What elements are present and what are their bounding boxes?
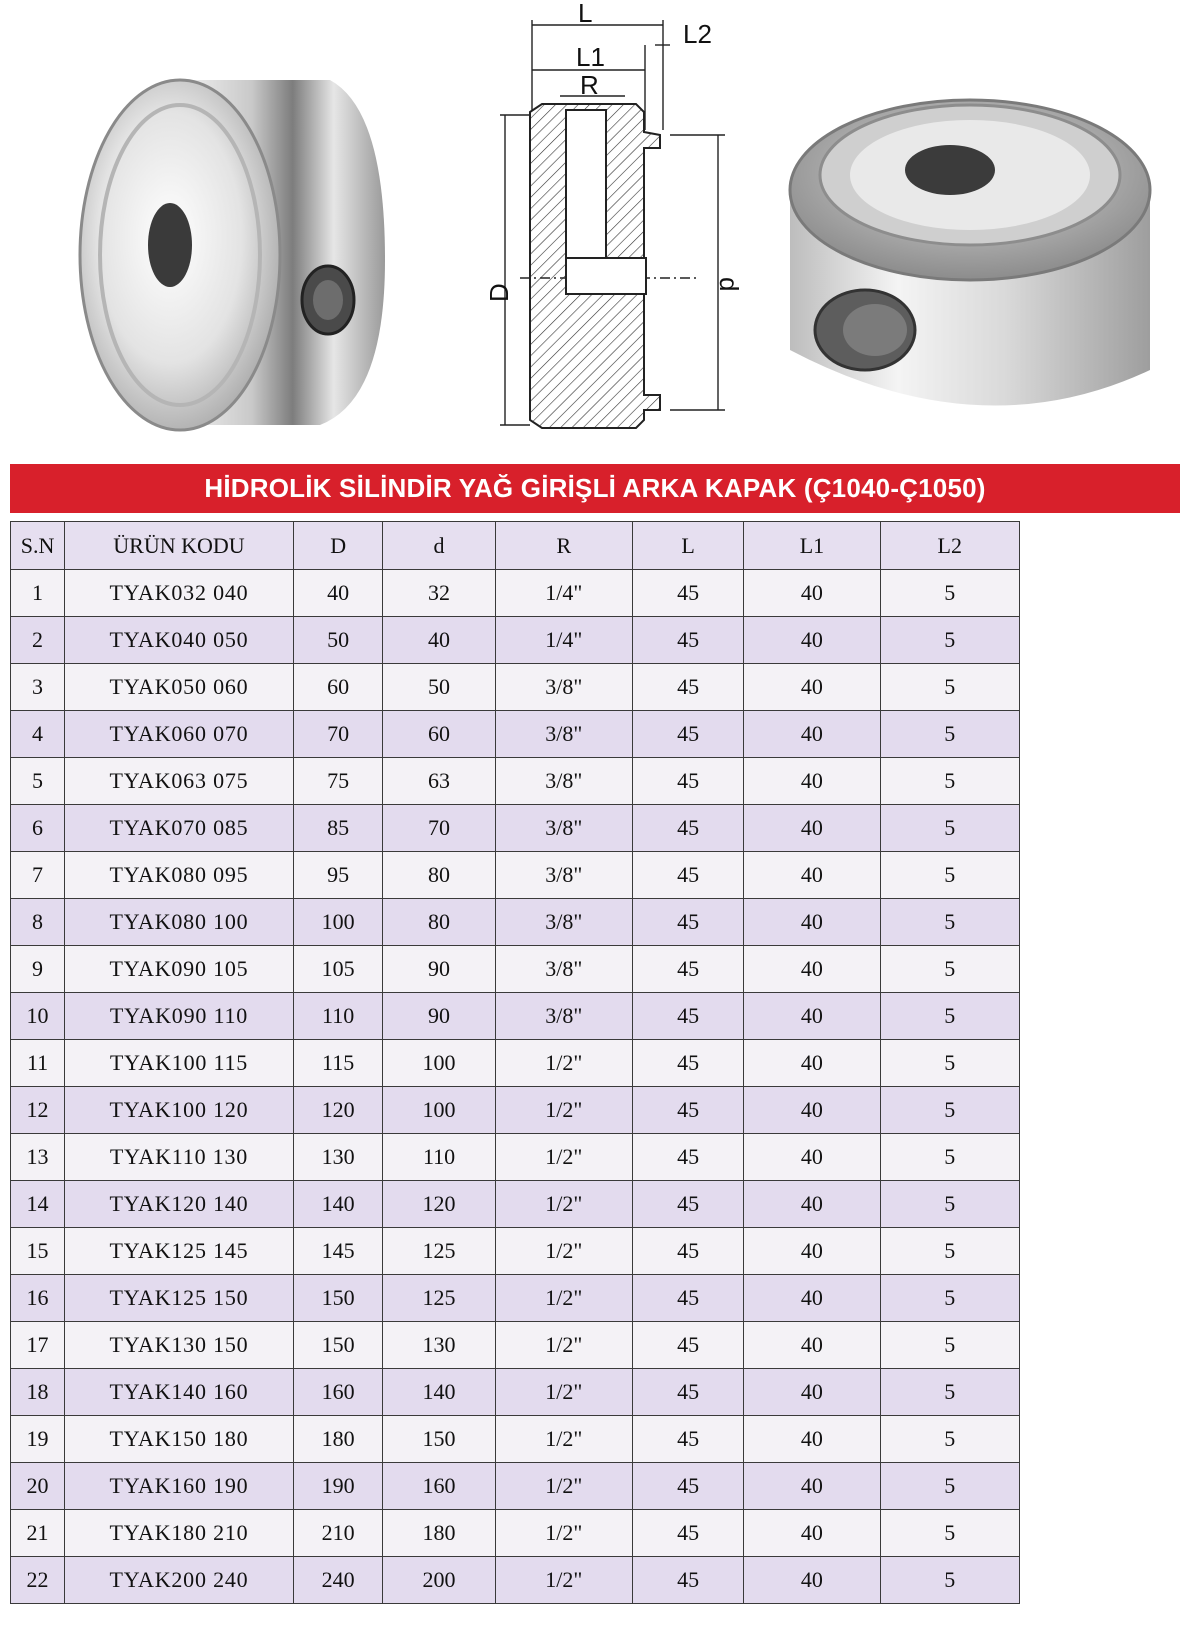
cell-sn: 15 [11, 1228, 65, 1275]
cell-L: 45 [633, 1463, 744, 1510]
cell-L1: 40 [744, 852, 880, 899]
header-L2: L2 [880, 522, 1019, 570]
cell-sn: 18 [11, 1369, 65, 1416]
cell-sn: 4 [11, 711, 65, 758]
table-row [11, 1087, 1020, 1134]
table-header-row [11, 522, 1020, 570]
cell-L1: 40 [744, 1228, 880, 1275]
cell-sn: 21 [11, 1510, 65, 1557]
header-R: R [495, 522, 632, 570]
cell-L1: 40 [744, 1322, 880, 1369]
table-row [11, 1557, 1020, 1604]
cell-L1: 40 [744, 1463, 880, 1510]
cell-d: 32 [383, 570, 495, 617]
cell-d: 125 [383, 1228, 495, 1275]
cell-L2: 5 [880, 1510, 1019, 1557]
cell-D: 50 [293, 617, 382, 664]
cell-d: 160 [383, 1463, 495, 1510]
cell-L1: 40 [744, 899, 880, 946]
header-d: d [383, 522, 495, 570]
cell-sn: 6 [11, 805, 65, 852]
cell-L1: 40 [744, 1416, 880, 1463]
cell-R: 1/2" [495, 1416, 632, 1463]
cell-product-code: TYAK100 120 [65, 1087, 294, 1134]
cell-sn: 10 [11, 993, 65, 1040]
cell-L2: 5 [880, 1228, 1019, 1275]
cell-L2: 5 [880, 1134, 1019, 1181]
header-L: L [633, 522, 744, 570]
cell-D: 85 [293, 805, 382, 852]
cell-L2: 5 [880, 1275, 1019, 1322]
cell-product-code: TYAK160 190 [65, 1463, 294, 1510]
cell-d: 100 [383, 1040, 495, 1087]
cell-D: 75 [293, 758, 382, 805]
cell-R: 3/8" [495, 711, 632, 758]
cell-R: 3/8" [495, 805, 632, 852]
cell-d: 80 [383, 899, 495, 946]
header-sn: S.N [11, 522, 65, 570]
cell-D: 160 [293, 1369, 382, 1416]
cell-R: 3/8" [495, 993, 632, 1040]
cell-R: 1/2" [495, 1134, 632, 1181]
cell-L2: 5 [880, 899, 1019, 946]
section-title-banner [10, 464, 1180, 513]
cell-sn: 12 [11, 1087, 65, 1134]
cell-D: 95 [293, 852, 382, 899]
cell-d: 125 [383, 1275, 495, 1322]
cell-sn: 13 [11, 1134, 65, 1181]
cell-sn: 22 [11, 1557, 65, 1604]
cell-R: 3/8" [495, 899, 632, 946]
cell-L2: 5 [880, 570, 1019, 617]
cell-sn: 2 [11, 617, 65, 664]
cell-d: 90 [383, 993, 495, 1040]
cell-d: 110 [383, 1134, 495, 1181]
cell-L2: 5 [880, 1369, 1019, 1416]
cell-D: 105 [293, 946, 382, 993]
cell-L2: 5 [880, 758, 1019, 805]
cell-L1: 40 [744, 758, 880, 805]
cell-D: 180 [293, 1416, 382, 1463]
cell-d: 180 [383, 1510, 495, 1557]
table-row [11, 1181, 1020, 1228]
product-specs-table [10, 521, 1020, 1604]
cell-R: 1/4" [495, 617, 632, 664]
cell-L: 45 [633, 1181, 744, 1228]
cell-D: 240 [293, 1557, 382, 1604]
header-product-code: ÜRÜN KODU [65, 522, 294, 570]
cell-product-code: TYAK130 150 [65, 1322, 294, 1369]
table-row [11, 852, 1020, 899]
cell-sn: 3 [11, 664, 65, 711]
cell-D: 130 [293, 1134, 382, 1181]
cell-R: 1/2" [495, 1275, 632, 1322]
cell-product-code: TYAK125 150 [65, 1275, 294, 1322]
cell-product-code: TYAK110 130 [65, 1134, 294, 1181]
cell-L1: 40 [744, 993, 880, 1040]
table-row [11, 617, 1020, 664]
cell-sn: 17 [11, 1322, 65, 1369]
cell-L: 45 [633, 1416, 744, 1463]
cell-L: 45 [633, 1087, 744, 1134]
cell-L: 45 [633, 1275, 744, 1322]
technical-drawing [484, 0, 770, 460]
cell-L: 45 [633, 1557, 744, 1604]
header-D: D [293, 522, 382, 570]
cell-D: 120 [293, 1087, 382, 1134]
cell-R: 1/2" [495, 1463, 632, 1510]
cell-L2: 5 [880, 1416, 1019, 1463]
cell-product-code: TYAK100 115 [65, 1040, 294, 1087]
cell-d: 50 [383, 664, 495, 711]
table-row [11, 1275, 1020, 1322]
cell-L1: 40 [744, 1510, 880, 1557]
table-row [11, 993, 1020, 1040]
cell-L1: 40 [744, 1040, 880, 1087]
cell-sn: 1 [11, 570, 65, 617]
cell-d: 140 [383, 1369, 495, 1416]
cell-L: 45 [633, 1322, 744, 1369]
cell-product-code: TYAK070 085 [65, 805, 294, 852]
cell-D: 60 [293, 664, 382, 711]
cell-product-code: TYAK063 075 [65, 758, 294, 805]
cell-L2: 5 [880, 805, 1019, 852]
cell-D: 145 [293, 1228, 382, 1275]
cell-sn: 8 [11, 899, 65, 946]
cell-R: 3/8" [495, 664, 632, 711]
cell-L: 45 [633, 899, 744, 946]
cell-L2: 5 [880, 852, 1019, 899]
cell-L: 45 [633, 852, 744, 899]
cell-L2: 5 [880, 1557, 1019, 1604]
table-row [11, 1228, 1020, 1275]
cell-L1: 40 [744, 1557, 880, 1604]
table-row [11, 711, 1020, 758]
cell-product-code: TYAK120 140 [65, 1181, 294, 1228]
dim-label-d: d [714, 277, 744, 292]
cell-R: 1/2" [495, 1322, 632, 1369]
cell-L2: 5 [880, 617, 1019, 664]
cell-L1: 40 [744, 1134, 880, 1181]
product-photo-back [790, 80, 1190, 440]
cell-sn: 20 [11, 1463, 65, 1510]
cell-product-code: TYAK090 105 [65, 946, 294, 993]
cell-d: 150 [383, 1416, 495, 1463]
cell-sn: 16 [11, 1275, 65, 1322]
cell-product-code: TYAK180 210 [65, 1510, 294, 1557]
dim-label-D: D [484, 283, 514, 302]
cell-d: 100 [383, 1087, 495, 1134]
cell-L: 45 [633, 1369, 744, 1416]
cell-L: 45 [633, 1040, 744, 1087]
dim-label-L2: L2 [683, 19, 712, 49]
cell-D: 115 [293, 1040, 382, 1087]
table-row [11, 1040, 1020, 1087]
cell-R: 1/2" [495, 1228, 632, 1275]
cell-L2: 5 [880, 664, 1019, 711]
table-row [11, 664, 1020, 711]
cell-L2: 5 [880, 711, 1019, 758]
table-row [11, 570, 1020, 617]
cell-L1: 40 [744, 946, 880, 993]
table-body [11, 570, 1020, 1604]
section-title: HİDROLİK SİLİNDİR YAĞ GİRİŞLİ ARKA KAPAK (Ç1040-Ç1050) [204, 473, 986, 503]
cell-sn: 7 [11, 852, 65, 899]
table-row [11, 1322, 1020, 1369]
cell-L1: 40 [744, 1087, 880, 1134]
cell-product-code: TYAK032 040 [65, 570, 294, 617]
table-row [11, 758, 1020, 805]
cell-d: 90 [383, 946, 495, 993]
cell-d: 80 [383, 852, 495, 899]
cell-product-code: TYAK040 050 [65, 617, 294, 664]
cell-d: 120 [383, 1181, 495, 1228]
cell-L2: 5 [880, 946, 1019, 993]
cell-D: 210 [293, 1510, 382, 1557]
cell-L: 45 [633, 570, 744, 617]
cell-product-code: TYAK080 100 [65, 899, 294, 946]
cell-sn: 19 [11, 1416, 65, 1463]
cell-R: 3/8" [495, 758, 632, 805]
cell-sn: 14 [11, 1181, 65, 1228]
cell-L: 45 [633, 1134, 744, 1181]
product-specs-table-wrapper [10, 521, 1020, 1623]
cell-D: 100 [293, 899, 382, 946]
cell-L1: 40 [744, 805, 880, 852]
cell-d: 70 [383, 805, 495, 852]
cell-product-code: TYAK200 240 [65, 1557, 294, 1604]
cell-R: 1/2" [495, 1040, 632, 1087]
table-row [11, 1134, 1020, 1181]
product-images-area [0, 0, 1200, 462]
cell-d: 63 [383, 758, 495, 805]
cell-L: 45 [633, 805, 744, 852]
cell-L1: 40 [744, 1181, 880, 1228]
cell-L: 45 [633, 711, 744, 758]
cell-R: 3/8" [495, 852, 632, 899]
cell-L1: 40 [744, 1369, 880, 1416]
cell-R: 3/8" [495, 946, 632, 993]
dim-label-L1: L1 [576, 42, 605, 72]
cell-R: 1/2" [495, 1510, 632, 1557]
cell-D: 150 [293, 1275, 382, 1322]
cell-L2: 5 [880, 1087, 1019, 1134]
cell-D: 190 [293, 1463, 382, 1510]
cell-sn: 9 [11, 946, 65, 993]
cell-sn: 11 [11, 1040, 65, 1087]
cell-L2: 5 [880, 1322, 1019, 1369]
cell-R: 1/2" [495, 1557, 632, 1604]
table-row [11, 1369, 1020, 1416]
table-row [11, 899, 1020, 946]
cell-R: 1/2" [495, 1369, 632, 1416]
cell-L1: 40 [744, 617, 880, 664]
cell-L1: 40 [744, 664, 880, 711]
cell-D: 110 [293, 993, 382, 1040]
cell-L: 45 [633, 1228, 744, 1275]
cell-L: 45 [633, 1510, 744, 1557]
cell-D: 70 [293, 711, 382, 758]
cell-R: 1/2" [495, 1087, 632, 1134]
cell-L: 45 [633, 664, 744, 711]
cell-L2: 5 [880, 1181, 1019, 1228]
cell-R: 1/2" [495, 1181, 632, 1228]
cell-product-code: TYAK140 160 [65, 1369, 294, 1416]
cell-sn: 5 [11, 758, 65, 805]
cell-D: 140 [293, 1181, 382, 1228]
cell-d: 60 [383, 711, 495, 758]
header-L1: L1 [744, 522, 880, 570]
cell-L1: 40 [744, 570, 880, 617]
cell-product-code: TYAK060 070 [65, 711, 294, 758]
table-row [11, 1510, 1020, 1557]
cell-L2: 5 [880, 1463, 1019, 1510]
cell-product-code: TYAK050 060 [65, 664, 294, 711]
cell-L: 45 [633, 946, 744, 993]
cell-d: 40 [383, 617, 495, 664]
dim-label-R: R [580, 70, 599, 100]
cell-d: 130 [383, 1322, 495, 1369]
dim-label-L: L [578, 0, 593, 28]
cell-product-code: TYAK125 145 [65, 1228, 294, 1275]
cell-L: 45 [633, 993, 744, 1040]
cell-R: 1/4" [495, 570, 632, 617]
cell-L2: 5 [880, 993, 1019, 1040]
cell-D: 40 [293, 570, 382, 617]
table-row [11, 805, 1020, 852]
cell-L1: 40 [744, 711, 880, 758]
cell-product-code: TYAK150 180 [65, 1416, 294, 1463]
table-row [11, 1463, 1020, 1510]
table-row [11, 946, 1020, 993]
product-photo-front [70, 70, 400, 440]
cell-D: 150 [293, 1322, 382, 1369]
cell-L: 45 [633, 758, 744, 805]
cell-d: 200 [383, 1557, 495, 1604]
table-row [11, 1416, 1020, 1463]
cell-L: 45 [633, 617, 744, 664]
cell-L1: 40 [744, 1275, 880, 1322]
cell-L2: 5 [880, 1040, 1019, 1087]
cell-product-code: TYAK080 095 [65, 852, 294, 899]
cell-product-code: TYAK090 110 [65, 993, 294, 1040]
